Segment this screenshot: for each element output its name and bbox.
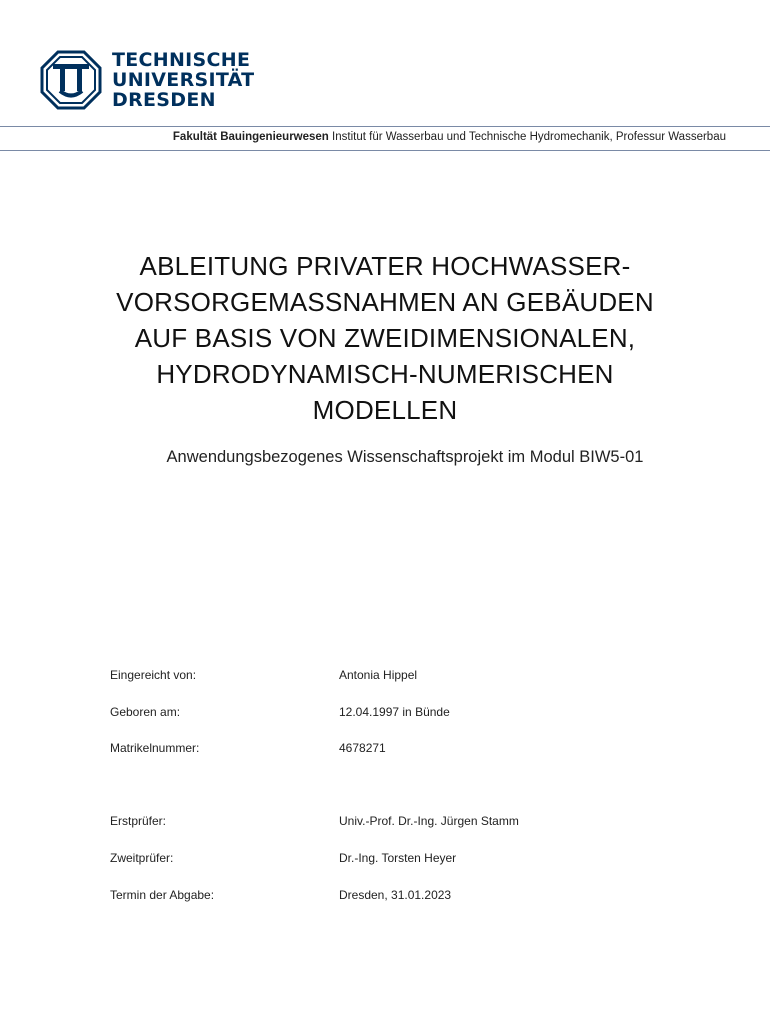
university-logo (40, 50, 254, 110)
detail-label: Matrikelnummer: (110, 741, 200, 755)
detail-value: 12.04.1997 in Bünde (339, 705, 450, 719)
detail-value: 4678271 (339, 741, 386, 755)
detail-label: Erstprüfer: (110, 814, 167, 828)
title-line: ABLEITUNG PRIVATER HOCHWASSER- (139, 251, 631, 281)
header-rule-bottom (0, 150, 770, 151)
title-line: HYDRODYNAMISCH-NUMERISCHEN (156, 359, 614, 389)
title-line: MODELLEN (312, 395, 458, 425)
title-line: VORSORGEMASSNAHMEN AN GEBÄUDEN (116, 287, 654, 317)
document-subtitle: Anwendungsbezogenes Wissenschaftsprojekt im Modul BIW5-01 (166, 448, 644, 466)
logo-wordmark (112, 50, 254, 110)
detail-label: Eingereicht von: (110, 668, 197, 682)
detail-value: Dresden, 31.01.2023 (339, 888, 452, 902)
logo-line-1: TECHNISCHE (112, 49, 251, 71)
title-line: AUF BASIS VON ZWEIDIMENSIONALEN, (134, 323, 636, 353)
faculty-name: Fakultät Bauingenieurwesen (172, 131, 329, 143)
detail-value: Univ.-Prof. Dr.-Ing. Jürgen Stamm (339, 814, 519, 828)
institute-name: Institut für Wasserbau und Technische Hydromechanik, Professur Wasserbau (332, 131, 726, 143)
faculty-line (173, 131, 726, 143)
header-rule-top (0, 126, 770, 127)
detail-label: Zweitprüfer: (110, 851, 174, 865)
detail-label: Termin der Abgabe: (110, 888, 215, 902)
detail-label: Geboren am: (110, 705, 181, 719)
document-title (60, 248, 710, 428)
detail-value: Antonia Hippel (339, 668, 418, 682)
logo-line-2: UNIVERSITÄT (112, 69, 255, 91)
logo-line-3: DRESDEN (112, 89, 216, 111)
tu-dresden-emblem-icon (40, 50, 102, 110)
detail-value: Dr.-Ing. Torsten Heyer (339, 851, 457, 865)
